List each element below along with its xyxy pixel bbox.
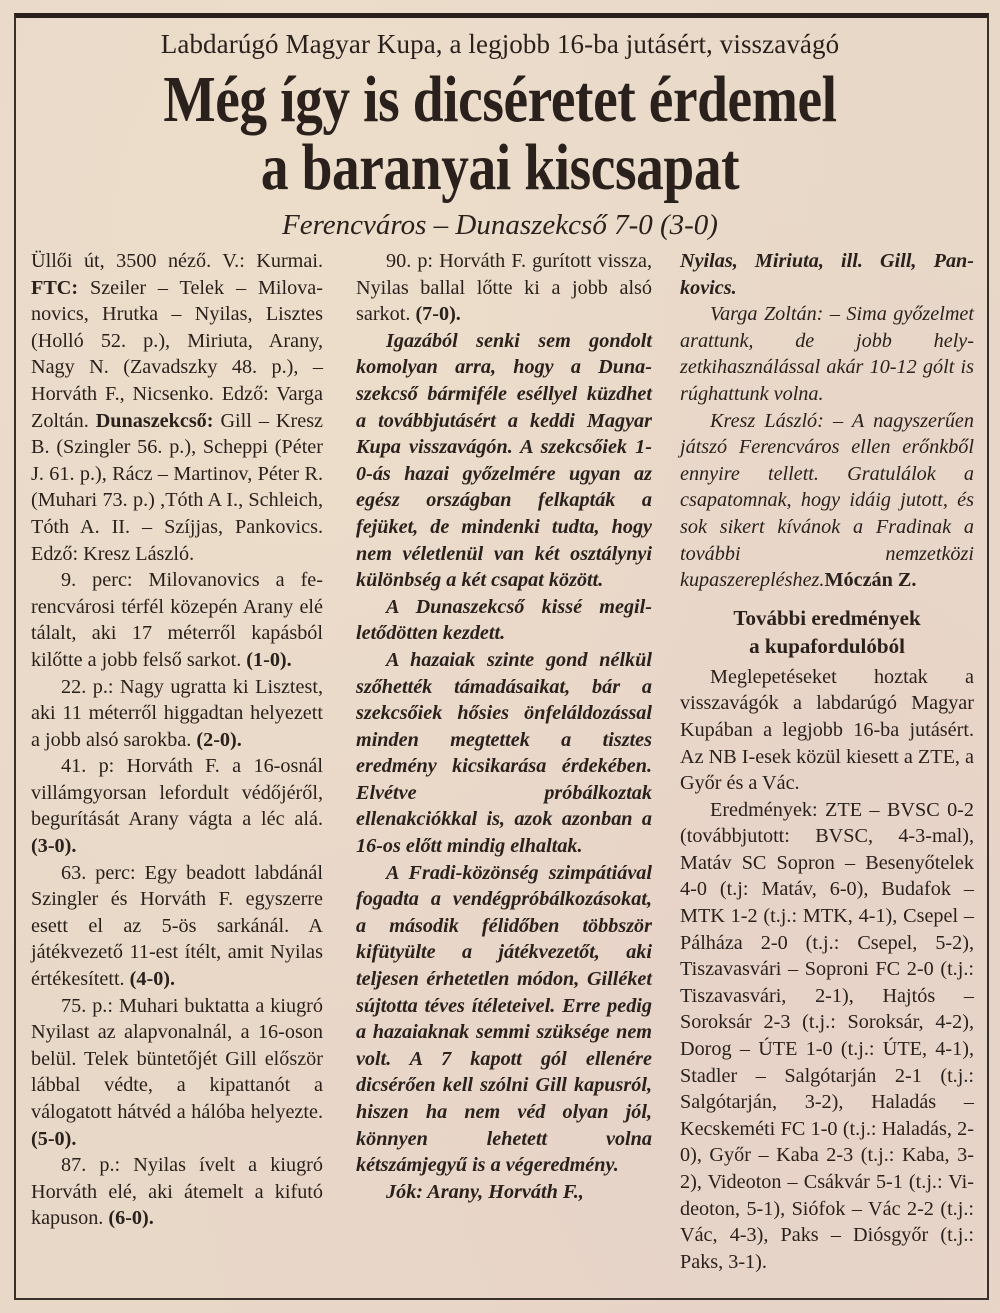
goal-score: (3-0). xyxy=(31,835,77,858)
goal-paragraph xyxy=(356,248,652,328)
goal-text: 9. perc: Milovanovics a ferencvárosi térfél közepén Arany elé tálalt, aki 17 méterről kapásból kilőtte a jobb felső sarkot. xyxy=(31,569,323,671)
author-signature: Móczán Z. xyxy=(824,569,917,592)
article-kicker: Labdarúgó Magyar Kupa, a legjobb 16-ba jutásért, visszavágó xyxy=(160,29,840,59)
sidebar-results: Eredmények: ZTE – BVSC 0-2 (továbbjutott: BVSC, 4-3-mal), Matáv SC Sopron – Besenyőtelek 4-0 (t.j: Matáv, 6-0), Budafok – MTK 1-2 (t.j.: MTK, 4-1), Csepel – Pálháza 2-0 (t.j.: Csepel, 5-2), Tiszavasvári – Soproni FC 2-0 (t.j.: Tiszavasvári, 2-1), Hajtós – Soroksár 2-3 (t.j.: Soroksár, 4-2), Dorog – ÚTE 1-0 (t.j.: ÚTE, 4-1), Stadler – Salgótarján 2-1 (t.j.: Salgótarján, 3-2), Haladás – Kecskeméti FC 1-0 (t.j.: Haladás, 2-0), Győr – Kaba 2-3 (t.j.: Kaba, 3-2), Videoton – Csákvár 5-1 (t.j.: Videoton, 5-1), Siófok – Vác 2-2 (t.j.: Vác, 4-3), Paks – Diósgyőr (t.j.: Paks, 3-1). xyxy=(680,798,974,1273)
goal-text: 75. p.: Muhari buktatta a kiugró Nyilast az alapvonalnál, a 16-oson belül. Telek büntetőjét Gill először lábbal védte, a kipattanót a válogatott hátvéd a hálóba helyezte. xyxy=(31,994,323,1123)
goal-text: 22. p.: Nagy ugratta ki Lisztest, aki 11 méterről higgadtan helyezett a jobb alsó sarokba. xyxy=(31,675,323,751)
sidebar-intro: Meglepetéseket hoztak a visszavágók a labdarúgó Magyar Kupában a legjobb 16-ba jutásért. Az NB I-esek közül kiesett a ZTE, a Győr és a Vác. xyxy=(680,665,974,795)
match-result-subhead: Ferencváros – Dunaszekcső 7-0 (3-0) xyxy=(282,209,718,241)
commentary-paragraph: A hazaiak szinte gond nélkül szőhették támadásaikat, bár a szekcsőiek hősies önfeláldozással minden megtettek a tisztes eredmény kicsikarása érdekében. Elvétve próbálkoztak ellenakciókkal is, azok azonban a 16-os előtt mindig elhaltak. xyxy=(356,648,652,858)
sidebar-heading xyxy=(680,604,974,660)
column-3 xyxy=(680,248,974,1275)
goal-score: (2-0). xyxy=(196,728,242,751)
coach-quote-text: Kresz László: – A nagyszerűen játszó Ferencváros ellen erőnkből ennyire tellett. Gratulálok a csapatomnak, hogy idáig jutott, és sok sikert kívánok a Fradinak a további nemzetközi kupaszerepléshez. xyxy=(680,409,974,592)
column-2 xyxy=(356,248,652,1205)
coach-quote: Varga Zoltán: – Sima győzelmet arattunk, de jobb helyzetkihasználással akár 10-12 gólt is rúghattunk volna. xyxy=(680,303,974,405)
goal-paragraph xyxy=(31,753,323,859)
goal-score: (6-0). xyxy=(108,1207,154,1230)
goal-text: 63. perc: Egy beadott labdánál Szingler és Horváth F. egyszerre esett el az 5-ös sarkánál. A játékvezető 11-est ítélt, amit Nyilas értékesített. xyxy=(31,861,323,991)
best-players-continuation: Nyilas, Miriuta, ill. Gill, Pankovics. xyxy=(680,250,974,299)
goal-paragraph xyxy=(31,567,323,673)
commentary-paragraph: A Fradi-közönség szimpátiával fogadta a vendégpróbálkozásokat, a második félidőben többször kifütyülte a játékvezetőt, aki teljesen érhetetlen módon, Gilléket sújtotta téves ítéleteivel. Erre pedig a hazaiaknak semmi szüksége nem volt. A 7 kapott gól ellenére dicsérően kell szólni Gill kapusról, hiszen ha nem véd olyan jól, könnyen lehetett volna kétszámjegyű is a végeredmény. xyxy=(356,861,652,1177)
match-info xyxy=(31,248,323,567)
best-players-paragraph: Jók: Arany, Horváth F., xyxy=(386,1180,584,1203)
headline-line-2: a baranyai kiscsapat xyxy=(260,131,740,204)
goal-paragraph xyxy=(31,860,323,993)
dunaszekcso-label: Dunaszekcső: xyxy=(88,409,214,432)
headline-line-1: Még így is dicséretet érdemel xyxy=(163,63,837,136)
dunaszekcso-lineup: Gill – Kresz B. (Szingler 56. p.), Scheppi (Péter J. 61. p.), Rácz – Martinov, Péter R. (Muhari 73. p.) ,Tóth A I., Schleich, Tóth A. II. – Szíjjas, Pankovics. Edző: Kresz László. xyxy=(31,409,324,565)
goal-score: (5-0). xyxy=(31,1127,77,1150)
goal-score: (1-0). xyxy=(246,648,292,671)
goal-paragraph xyxy=(31,993,323,1153)
commentary-paragraph: A Dunaszekcső kissé megilletődötten kezdett. xyxy=(356,595,652,645)
venue-info: Üllői út, 3500 néző. V.: Kurmai. xyxy=(31,250,323,272)
goal-text: 90. p: Horváth F. gurított vissza, Nyilas ballal lőtte ki a jobb alsó sarkot. xyxy=(356,250,652,326)
goal-text: 87. p.: Nyilas ívelt a kiugró Horváth elé, aki átemelt a kifutó kapuson. xyxy=(31,1154,323,1230)
ftc-label: FTC: xyxy=(31,276,79,299)
column-1 xyxy=(31,248,323,1232)
goal-score: (7-0). xyxy=(415,303,461,326)
commentary-paragraph: Igazából senki sem gondolt komolyan arra, hogy a Dunaszekcső bármiféle eséllyel küzdhet a továbbjutásért a keddi Magyar Kupa visszavágón. A szekcsőiek 1-0-ás hazai győzelmére ugyan az egész országban felkapták a fejüket, de mindenki tudta, hogy nem véletlenül van két osztálynyi különbség a két csapat között. xyxy=(356,329,652,592)
article-headline xyxy=(80,63,920,204)
coach-quote xyxy=(680,408,974,594)
goal-paragraph xyxy=(31,674,323,754)
sidebar-heading-line-2: a kupafordulóból xyxy=(749,633,905,658)
ftc-lineup: Szeiler – Telek – Milovanovics, Hrutka – Nyilas, Lisztes (Holló 52. p.), Miriuta, Arany, Nagy N. (Zavadszky 48. p.), – Horváth F., Nicsenko. Edző: Varga Zoltán. xyxy=(31,276,323,432)
goal-text: 41. p: Horváth F. a 16-osnál villámgyorsan lefordult védőjéről, begurítását Arany vágta a léc alá. xyxy=(31,755,323,831)
goal-score: (4-0). xyxy=(129,968,176,991)
sidebar-heading-line-1: További eredmények xyxy=(733,605,921,630)
goal-paragraph xyxy=(31,1152,323,1232)
